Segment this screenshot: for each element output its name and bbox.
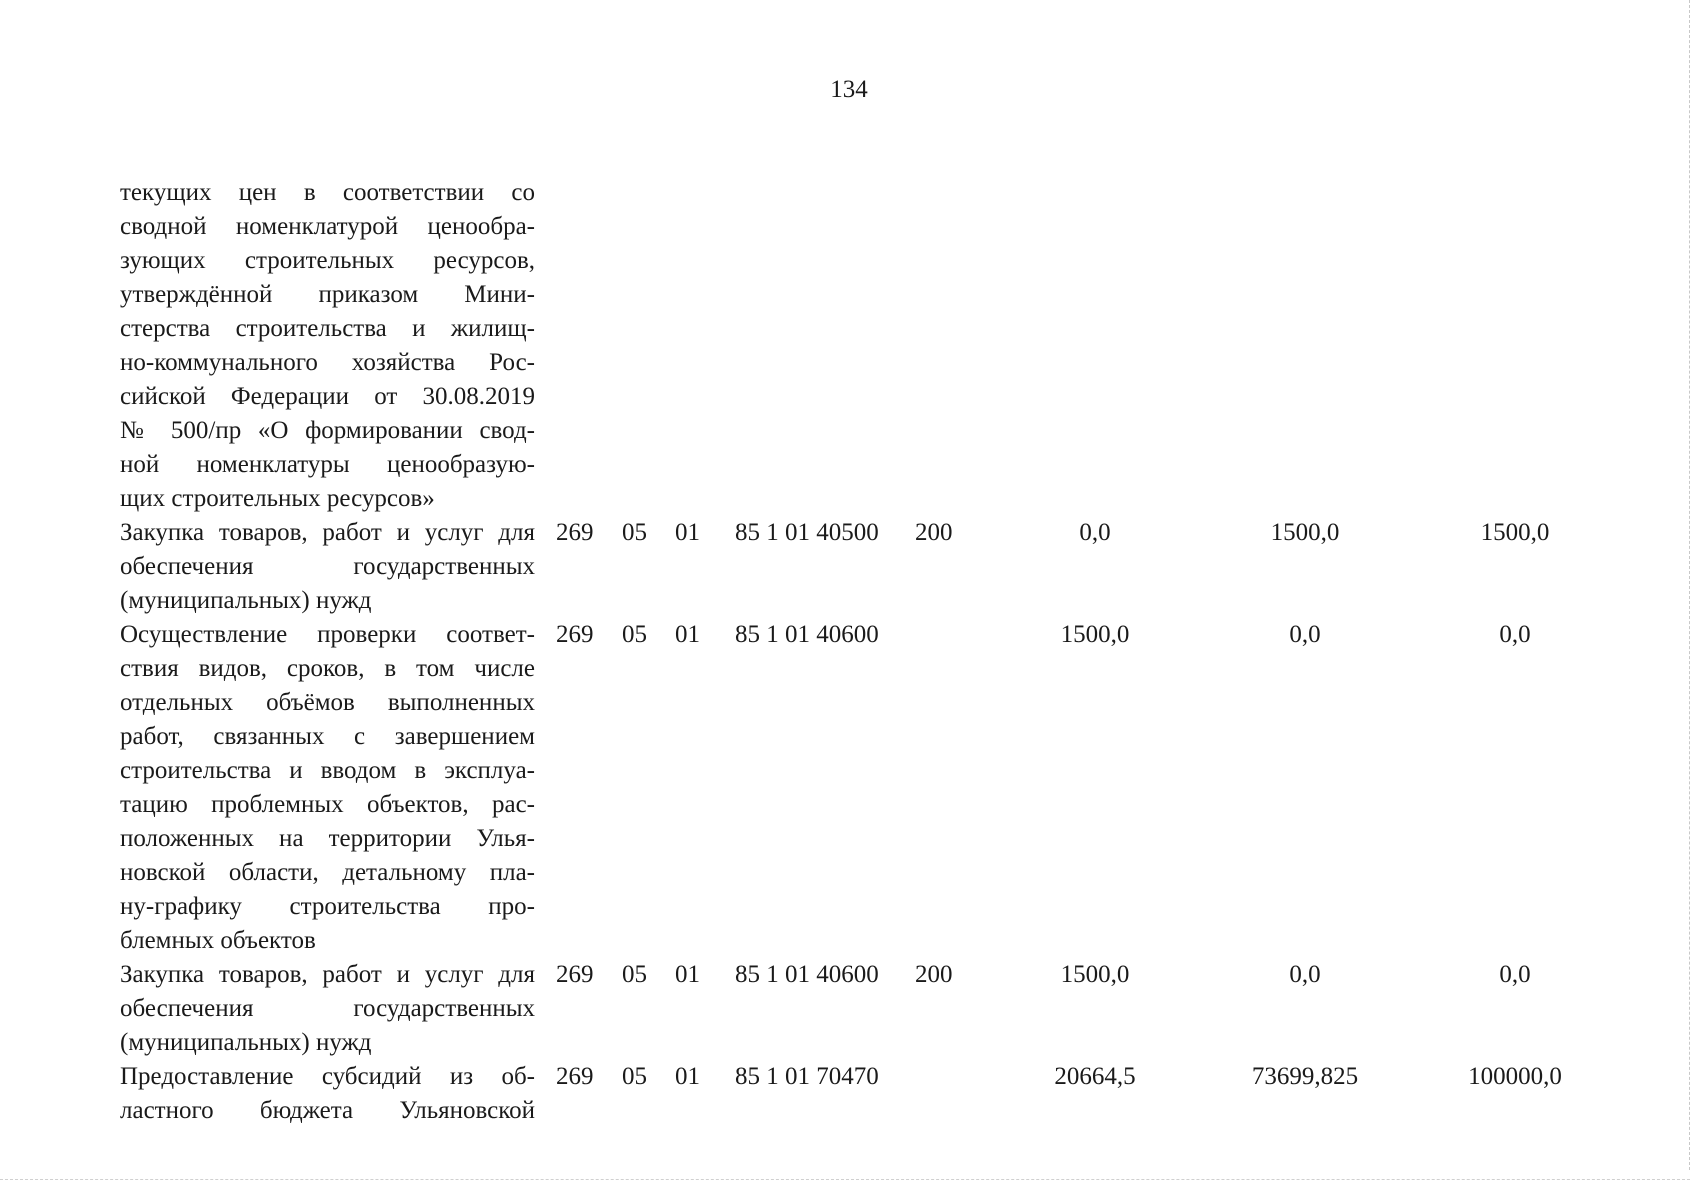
target-article-code: 85 1 01 40600 [735, 961, 879, 988]
description-line: обеспечения государственных [120, 995, 535, 1022]
description-line: текущих цен в соответствии со [120, 179, 535, 206]
table-row [120, 176, 1600, 516]
description-line: блемных объектов [120, 927, 316, 954]
amount-year-2: 0,0 [1289, 621, 1321, 648]
description-line: ной номенклатуры ценообразую- [120, 451, 535, 478]
amount-year-2: 1500,0 [1270, 519, 1340, 546]
row-description [120, 516, 535, 618]
description-line: щих строительных ресурсов» [120, 485, 435, 512]
description-line: № 500/пр «О формировании свод- [120, 417, 535, 444]
description-line: Закупка товаров, работ и услуг для [120, 961, 535, 988]
description-line: положенных на территории Улья- [120, 825, 535, 852]
grbs-code: 269 [556, 621, 594, 648]
amount-year-2: 0,0 [1289, 961, 1321, 988]
description-line: ластного бюджета Ульяновской [120, 1097, 535, 1124]
subsection-code: 01 [675, 519, 700, 546]
target-article-code: 85 1 01 40500 [735, 519, 879, 546]
description-line: отдельных объёмов выполненных [120, 689, 535, 716]
table-row [120, 1060, 1600, 1128]
description-line: строительства и вводом в эксплуа- [120, 757, 535, 784]
amount-year-1: 1500,0 [1060, 961, 1130, 988]
description-line: сводной номенклатурой ценообра- [120, 213, 535, 240]
row-description [120, 618, 535, 958]
description-line: (муниципальных) нужд [120, 587, 372, 614]
amount-year-3: 0,0 [1499, 621, 1531, 648]
amount-year-3: 0,0 [1499, 961, 1531, 988]
subsection-code: 01 [675, 1063, 700, 1090]
amount-year-1: 1500,0 [1060, 621, 1130, 648]
expense-type-code: 200 [915, 519, 953, 546]
description-line: но-коммунального хозяйства Рос- [120, 349, 535, 376]
description-line: сийской Федерации от 30.08.2019 [120, 383, 535, 410]
description-line: зующих строительных ресурсов, [120, 247, 535, 274]
amount-year-3: 1500,0 [1480, 519, 1550, 546]
description-line: Закупка товаров, работ и услуг для [120, 519, 535, 546]
amount-year-2: 73699,825 [1251, 1063, 1359, 1090]
amount-year-3: 100000,0 [1468, 1063, 1562, 1090]
section-code: 05 [622, 519, 647, 546]
description-line: тацию проблемных объектов, рас- [120, 791, 535, 818]
budget-table [120, 176, 1600, 1128]
row-description [120, 176, 535, 516]
row-description [120, 958, 535, 1060]
description-line: обеспечения государственных [120, 553, 535, 580]
subsection-code: 01 [675, 961, 700, 988]
description-line: работ, связанных с завершением [120, 723, 535, 750]
grbs-code: 269 [556, 519, 594, 546]
scan-edge-right [1689, 0, 1690, 1170]
description-line: ствия видов, сроков, в том числе [120, 655, 535, 682]
description-line: (муниципальных) нужд [120, 1029, 372, 1056]
grbs-code: 269 [556, 1063, 594, 1090]
description-line: утверждённой приказом Мини- [120, 281, 535, 308]
scan-edge-bottom [0, 1179, 1690, 1180]
target-article-code: 85 1 01 70470 [735, 1063, 879, 1090]
amount-year-1: 0,0 [1079, 519, 1111, 546]
description-line: Осуществление проверки соответ- [120, 621, 535, 648]
description-line: новской области, детальному пла- [120, 859, 535, 886]
section-code: 05 [622, 621, 647, 648]
table-row [120, 958, 1600, 1060]
section-code: 05 [622, 1063, 647, 1090]
description-line: ну-графику строительства про- [120, 893, 535, 920]
grbs-code: 269 [556, 961, 594, 988]
description-line: Предоставление субсидий из об- [120, 1063, 535, 1090]
table-row [120, 618, 1600, 958]
target-article-code: 85 1 01 40600 [735, 621, 879, 648]
subsection-code: 01 [675, 621, 700, 648]
amount-year-1: 20664,5 [1054, 1063, 1136, 1090]
page-number: 134 [830, 76, 868, 103]
table-row [120, 516, 1600, 618]
description-line: стерства строительства и жилищ- [120, 315, 535, 342]
row-description [120, 1060, 535, 1128]
expense-type-code: 200 [915, 961, 953, 988]
section-code: 05 [622, 961, 647, 988]
